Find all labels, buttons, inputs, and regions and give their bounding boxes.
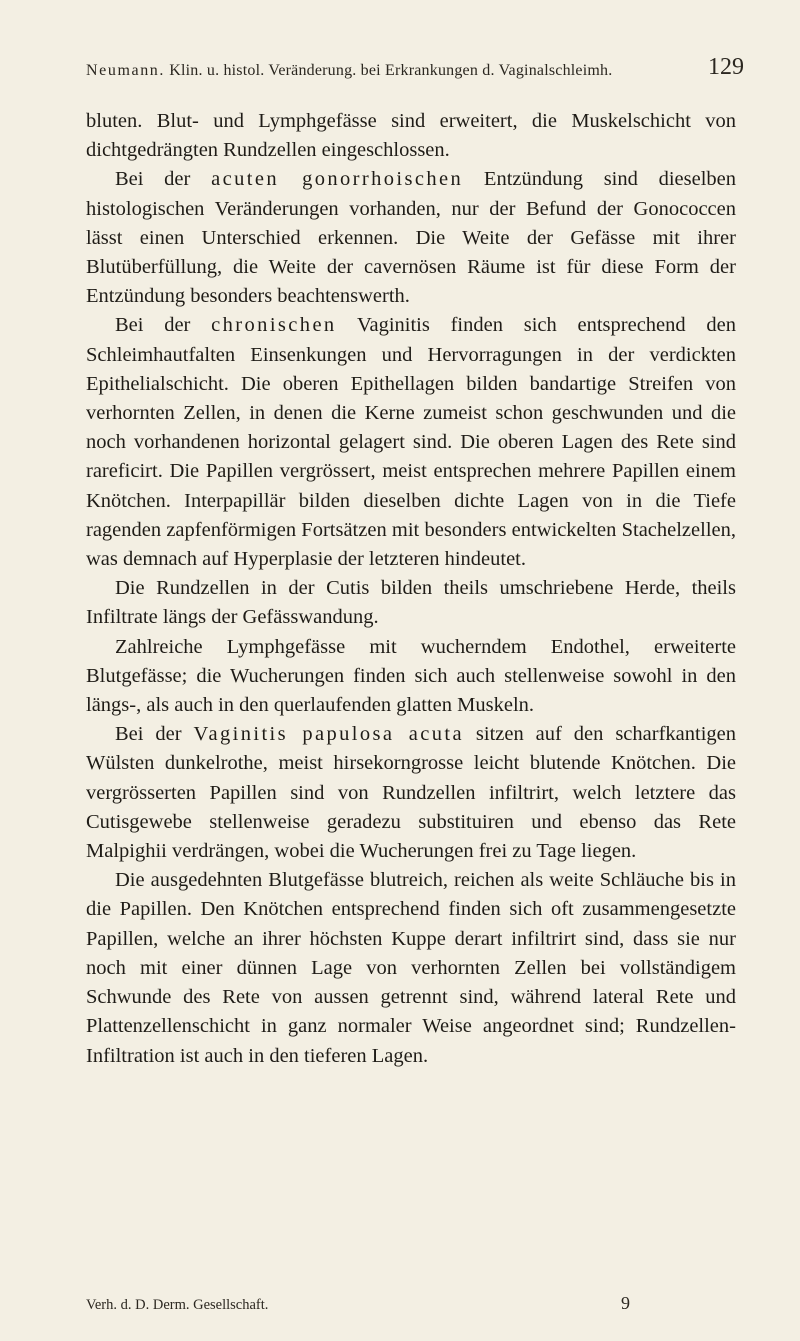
paragraph [86,633,736,721]
running-head-title: Klin. u. histol. Veränderung. bei Erkrankungen d. Vaginalschleimh. [169,62,613,79]
paragraph-text: Entzündung sind dieselben histologischen Veränderungen vorhanden, nur der Befund der Gonococcen lässt einen Unterschied erkennen. Die Weite der Gefässe mit ihrer Blutüberfüllung, die Weite der cavernösen Räume ist für diese Form der Entzündung besonders beachtenswerth. [86,168,737,308]
paragraph [86,165,736,311]
paragraph-text: Zahlreiche Lymphgefässe mit wucherndem Endothel, erweiterte Blutgefässe; die Wucherungen finden sich auch stellenweise sowohl in den längs-, als auch in den querlaufenden glatten Muskeln. [86,635,736,717]
paragraph [86,107,736,165]
paragraph-text: sitzen auf den scharfkantigen Wülsten dunkelrothe, meist hirsekorngrosse leicht blutende Knötchen. Die vergrösserten Papillen sind von Rundzellen infiltrirt, welch letztere das Cutisgewebe stellenweise geradezu substituiren und ebenso das Rete Malpighii verdrängen, wobei die Wucherungen frei zu Tage liegen. [86,723,736,863]
paragraph-text: Bei der [115,168,212,191]
running-head [86,62,736,80]
paragraph-text: Vaginitis finden sich entsprechend den Schleimhautfalten Einsenkungen und Hervorragungen in der verdickten Epithelialschicht. Die oberen Epithellagen bilden bandartige Streifen von verhornten Zellen, in denen die Kerne zumeist schon geschwunden und die noch vorhandenen horizontal gelagert sind. Die oberen Lagen des Rete sind rareficirt. Die Papillen vergrössert, meist entsprechen mehrere Papillen einem Knötchen. Interpapillär bilden dieselben dichte Lagen von in die Tiefe ragenden zapfenförmigen Fortsätzen mit besonders entwickelten Stachelzellen, was demnach auf Hyperplasie der letzteren hindeutet. [86,314,736,571]
paragraph [86,311,736,574]
emphasized-term: acuten gonorrhoischen [211,168,464,191]
paragraph-text: Bei der [115,314,212,337]
paragraph-text: Bei der [115,723,194,746]
page-number: 129 [708,54,744,80]
emphasized-term: Vaginitis papulosa acuta [193,723,464,746]
paragraph-text: Die Rundzellen in der Cutis bilden theils umschriebene Herde, theils Infiltrate längs der Gefässwandung. [86,577,736,629]
running-head-author: Neumann. [86,62,166,79]
page-footer [86,1293,736,1314]
signature-mark: 9 [621,1293,630,1313]
paragraph [86,574,736,632]
paragraph-text: bluten. Blut- und Lymphgefässe sind erweitert, die Muskelschicht von dichtgedrängten Rundzellen eingeschlossen. [86,110,736,162]
paragraph [86,720,736,866]
body-text [86,107,736,1071]
paragraph [86,866,736,1070]
paragraph-text: Die ausgedehnten Blutgefässe blutreich, reichen als weite Schläuche bis in die Papillen. Den Knötchen entsprechend finden sich oft zusammengesetzte Papillen, welche an ihrer höchsten Kuppe derart infiltrirt sind, dass sie nur noch mit einer dünnen Lage von verhornten Zellen bei vollständigem Schwunde des Rete von aussen getrennt sind, während lateral Rete und Plattenzellenschicht in ganz normaler Weise angeordnet sind; Rundzellen-Infiltration ist auch in den tieferen Lagen. [86,869,736,1067]
footer-publication: Verh. d. D. Derm. Gesellschaft. [86,1297,269,1313]
emphasized-term: chronischen [211,314,337,337]
